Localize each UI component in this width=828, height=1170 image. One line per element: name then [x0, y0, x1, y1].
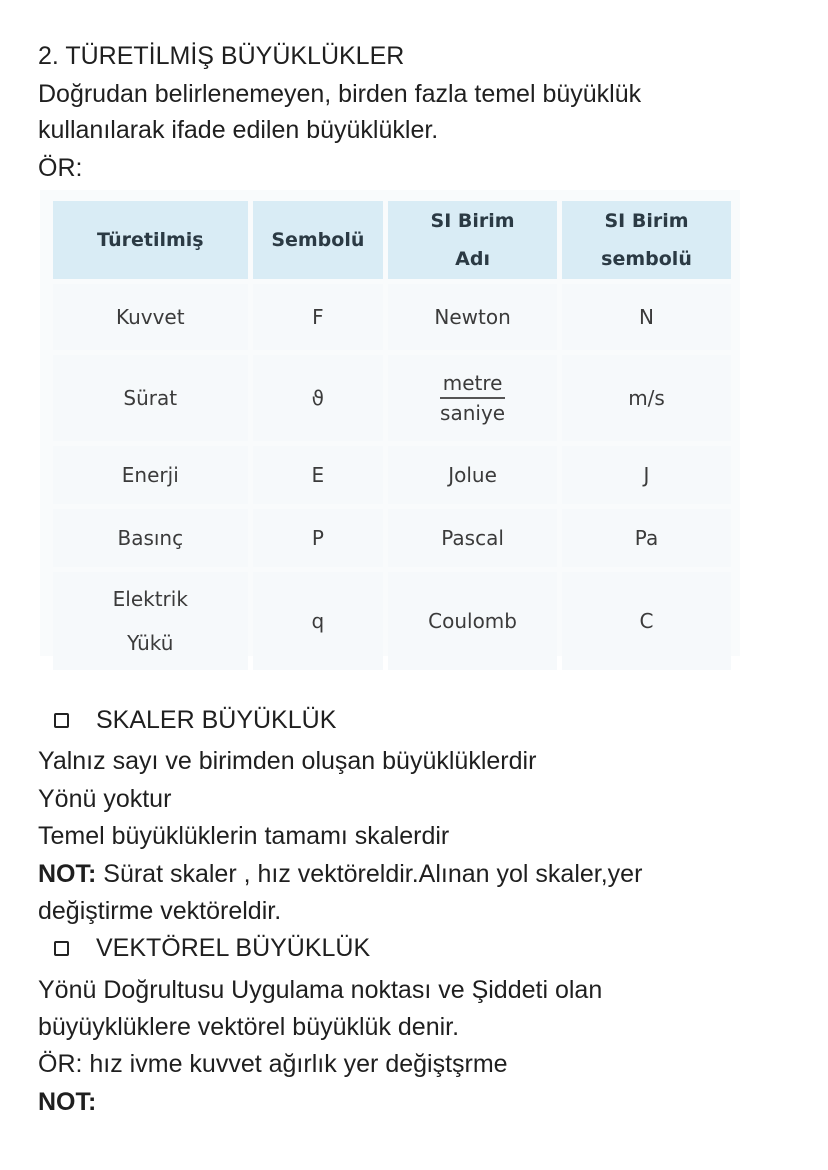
definition-line-1: Doğrudan belirlenemeyen, birden fazla temel büyüklük: [38, 80, 642, 108]
table-row: [53, 284, 731, 350]
vector-line-2: büyüyklüklere vektörel büyüklük denir.: [38, 1013, 460, 1041]
checkbox-icon: [54, 941, 69, 956]
vector-heading: VEKTÖREL BÜYÜKLÜK: [96, 934, 371, 962]
quantity-name: Basınç: [53, 509, 248, 567]
section-title: 2. TÜRETİLMİŞ BÜYÜKLÜKLER: [38, 42, 405, 70]
scalar-line-3: Temel büyüklüklerin tamamı skalerdir: [38, 822, 450, 850]
unit-symbol: C: [562, 572, 731, 670]
scalar-heading: SKALER BÜYÜKLÜK: [96, 706, 337, 734]
vector-line-1: Yönü Doğrultusu Uygulama noktası ve Şiddeti olan: [38, 976, 603, 1004]
scalar-note: NOT: Sürat skaler , hız vektöreldir.Alınan yol skaler,yer: [38, 860, 643, 888]
unit-fraction: $\frac{\text{metre}}{\text{saniye}}$: [440, 371, 506, 425]
table-row: [53, 509, 731, 567]
unit-symbol: m/s: [562, 355, 731, 441]
header-si-unit-symbol: SI Birim sembolü: [562, 201, 731, 279]
quantity-name: Kuvvet: [53, 284, 248, 350]
quantity-name: Elektrik Yükü: [53, 572, 248, 670]
unit-symbol: N: [562, 284, 731, 350]
quantity-symbol: F: [253, 284, 384, 350]
quantity-name: Enerji: [53, 446, 248, 504]
table-row: [53, 355, 731, 441]
vector-note-label: NOT:: [38, 1088, 97, 1116]
table-header-row: [53, 201, 731, 279]
unit-name: Coulomb: [388, 572, 557, 670]
table-row: [53, 446, 731, 504]
unit-symbol: J: [562, 446, 731, 504]
unit-name: Newton: [388, 284, 557, 350]
header-symbol: Sembolü: [253, 201, 384, 279]
header-si-unit-name: SI Birim Adı: [388, 201, 557, 279]
vector-example: ÖR: hız ivme kuvvet ağırlık yer değiştşrme: [38, 1050, 508, 1078]
unit-symbol: Pa: [562, 509, 731, 567]
unit-name: Pascal: [388, 509, 557, 567]
quantity-symbol: E: [253, 446, 384, 504]
scalar-line-1: Yalnız sayı ve birimden oluşan büyüklüklerdir: [38, 747, 537, 775]
derived-quantities-table: [40, 190, 740, 656]
checkbox-icon: [54, 713, 69, 728]
unit-name: [388, 355, 557, 441]
quantity-symbol: P: [253, 509, 384, 567]
table-row: [53, 572, 731, 670]
header-derived: Türetilmiş: [53, 201, 248, 279]
quantity-symbol: q: [253, 572, 384, 670]
definition-line-2: kullanılarak ifade edilen büyüklükler.: [38, 116, 439, 144]
quantity-symbol: ϑ: [253, 355, 384, 441]
example-label: ÖR:: [38, 154, 83, 182]
unit-name: Jolue: [388, 446, 557, 504]
scalar-note-line-2: değiştirme vektöreldir.: [38, 897, 282, 925]
scalar-line-2: Yönü yoktur: [38, 785, 172, 813]
quantity-name: Sürat: [53, 355, 248, 441]
